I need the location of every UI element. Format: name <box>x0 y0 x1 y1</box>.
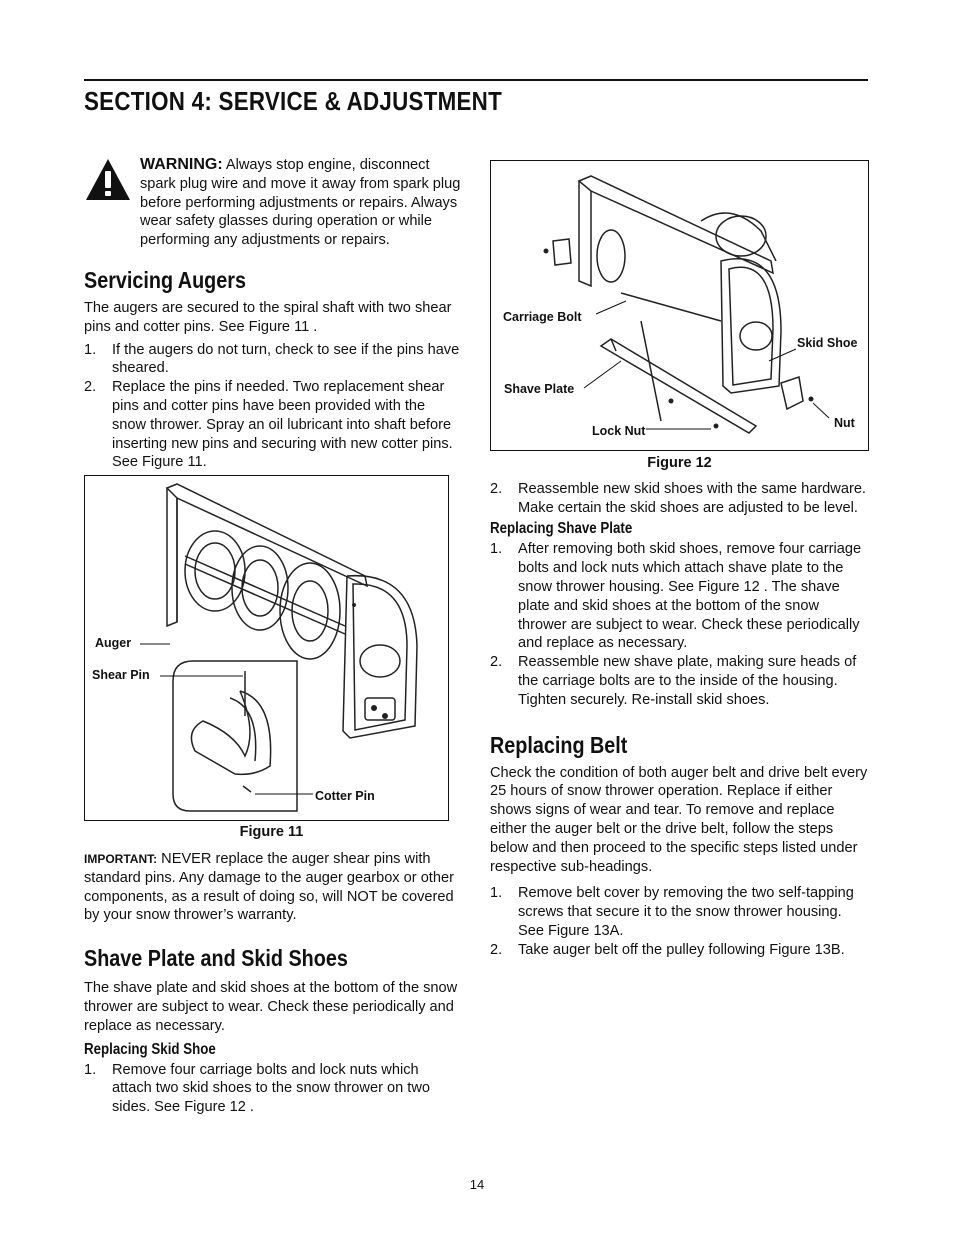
callout-nut: Nut <box>834 416 855 430</box>
auger-illustration <box>85 476 450 822</box>
skid-shoe-illustration <box>491 161 870 452</box>
list-item: 2. Reassemble new skid shoes with the same hardware. Make certain the skid shoes are adjusted to be level. <box>490 480 866 516</box>
list-item: 1. After removing both skid shoes, remove four carriage bolts and lock nuts which attach shave plate to the snow thrower housing. See Figure 12 . The shave plate and skid shoes at the bottom of the snow thrower are subject to wear. Check these periodically and replace as necessary. <box>490 541 862 652</box>
figure-12-caption: Figure 12 <box>647 455 712 471</box>
subheading-replacing-shave-plate: Replacing Shave Plate <box>490 520 633 538</box>
warning-triangle-icon <box>84 156 132 204</box>
list-item: 2. Replace the pins if needed. Two replacement shear pins and cotter pins have been provided with the snow thrower. Spray an oil lubricant into shaft before inserting new pins and securing with new cotter pins. See Figure 11. <box>84 379 453 471</box>
heading-servicing-augers: Servicing Augers <box>84 266 246 293</box>
list-item: 1. Remove belt cover by removing the two self-tapping screws that secure it to the snow thrower housing. See Figure 13A. <box>490 885 854 939</box>
callout-shave-plate: Shave Plate <box>504 382 575 396</box>
figure-12 <box>490 160 869 451</box>
subheading-replacing-skid-shoe: Replacing Skid Shoe <box>84 1040 216 1058</box>
callout-shear-pin: Shear Pin <box>92 668 150 683</box>
skid-shoe-steps <box>84 1061 462 1117</box>
replacing-belt-intro: Check the condition of both auger belt and drive belt every 25 hours of snow thrower operation. Replace if either shows signs of wear and tear. To remove and replace either the auger belt or the drive belt, follow the steps below and then proceed to the specific steps listed under respective sub-headings. <box>490 764 868 875</box>
warning-text: Always stop engine, disconnect spark plug wire and move it away from spark plug before performing adjustments or repairs. Always wear safety glasses during operation or while performing any adjustments or repairs. <box>140 157 461 249</box>
section-title: SECTION 4: SERVICE & ADJUSTMENT <box>84 86 503 116</box>
list-item: 2. Take auger belt off the pulley following Figure 13B. <box>490 941 845 958</box>
list-item: 1. Remove four carriage bolts and lock nuts which attach two skid shoes to the snow thrower on two sides. See Figure 12 . <box>84 1061 430 1116</box>
important-note <box>84 850 462 925</box>
callout-cotter-pin: Cotter Pin <box>315 789 375 804</box>
left-column <box>84 156 462 1117</box>
heading-shave-plate-skid-shoes: Shave Plate and Skid Shoes <box>84 945 348 972</box>
list-item: 2. Reassemble new shave plate, making sure heads of the carriage bolts are to the inside of the housing. Tighten securely. Re-install skid shoes. <box>490 654 857 708</box>
callout-carriage-bolt: Carriage Bolt <box>503 310 582 324</box>
callout-skid-shoe: Skid Shoe <box>797 336 858 350</box>
shave-plate-steps <box>490 540 870 709</box>
warning-block <box>84 156 462 250</box>
warning-label: WARNING: <box>140 156 223 173</box>
skid-shoe-steps-continued <box>490 480 870 518</box>
callout-lock-nut: Lock Nut <box>592 424 646 438</box>
figure-11 <box>84 475 449 821</box>
page-number: 14 <box>469 1177 485 1192</box>
heading-replacing-belt: Replacing Belt <box>490 731 628 758</box>
list-item: 1. If the augers do not turn, check to see if the pins have sheared. <box>84 341 460 377</box>
right-column <box>490 160 870 960</box>
figure-11-caption: Figure 11 <box>239 824 304 841</box>
important-text: NEVER replace the auger shear pins with standard pins. Any damage to the auger gearbox or other components, as a result of doing so, will NOT be covered by your snow thrower’s warranty. <box>84 850 454 924</box>
callout-auger: Auger <box>95 636 132 651</box>
shave-plate-intro: The shave plate and skid shoes at the bottom of the snow thrower are subject to wear. Check these periodically and replace as necessary. <box>84 980 458 1034</box>
important-label: IMPORTANT: <box>84 851 158 866</box>
servicing-augers-steps <box>84 341 462 473</box>
header-rule <box>84 79 868 81</box>
replacing-belt-steps <box>490 884 870 959</box>
servicing-augers-intro: The augers are secured to the spiral shaft with two shear pins and cotter pins. See Figure 11 . <box>84 299 452 335</box>
